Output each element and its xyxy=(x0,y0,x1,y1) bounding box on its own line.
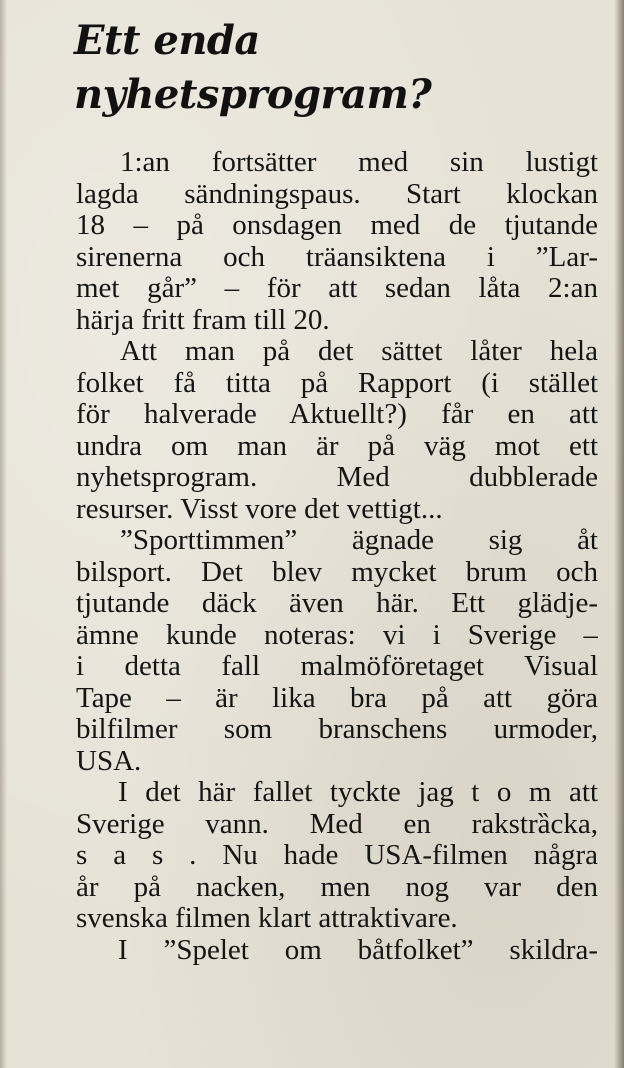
article-headline xyxy=(74,14,594,122)
body-line: år på nacken, men nog var den xyxy=(76,871,598,903)
body-line: ”Sporttimmen” ägnade sig åt xyxy=(120,525,598,556)
body-line: i detta fall malmöföretaget Visual xyxy=(76,651,598,682)
body-line: s a s . Nu hade USA-filmen några xyxy=(76,840,598,871)
body-line: USA. xyxy=(76,745,142,777)
body-line: I ”Spelet om båtfolket” skildra- xyxy=(118,934,598,966)
body-line: för halverade Aktuellt?) får en att xyxy=(76,399,598,430)
body-line: folket få titta på Rapport (i stället xyxy=(76,367,598,399)
body-line: sirenerna och träansiktena i ”Lar- xyxy=(76,241,598,273)
body-line: I det här fallet tyckte jag t o m att xyxy=(118,777,598,808)
body-line: resurser. Visst vore det vettigt... xyxy=(76,493,443,525)
paper-edge-left xyxy=(0,0,7,1068)
paper-edge-right xyxy=(614,0,624,1068)
body-line: tjutande däck även här. Ett glädje- xyxy=(76,588,598,619)
body-line: met går” – för att sedan låta 2:an xyxy=(76,273,598,304)
body-line: nyhetsprogram. Med dubblerade xyxy=(76,462,598,493)
headline-line-1: Ett enda xyxy=(74,17,260,64)
body-line: Att man på det sättet låter hela xyxy=(120,336,598,367)
body-line: bilfilmer som branschens urmoder, xyxy=(76,714,598,745)
body-line: lagda sändningspaus. Start klockan xyxy=(76,178,598,210)
body-line: Tape – är lika bra på att göra xyxy=(76,682,598,714)
body-line: härja fritt fram till 20. xyxy=(76,304,330,336)
body-line: ämne kunde noteras: vi i Sverige – xyxy=(76,619,598,651)
headline-line-2: nyhetsprogram? xyxy=(74,71,432,118)
body-line: svenska filmen klart attraktivare. xyxy=(76,903,458,934)
article-body xyxy=(76,147,598,966)
body-line: 1:an fortsätter med sin lustigt xyxy=(120,147,598,178)
body-line: undra om man är på väg mot ett xyxy=(76,430,598,462)
body-line: 18 – på onsdagen med de tjutande xyxy=(76,210,598,241)
body-line: Sverige vann. Med en rakstrȁcka, xyxy=(76,808,598,840)
body-line: bilsport. Det blev mycket brum och xyxy=(76,556,598,588)
